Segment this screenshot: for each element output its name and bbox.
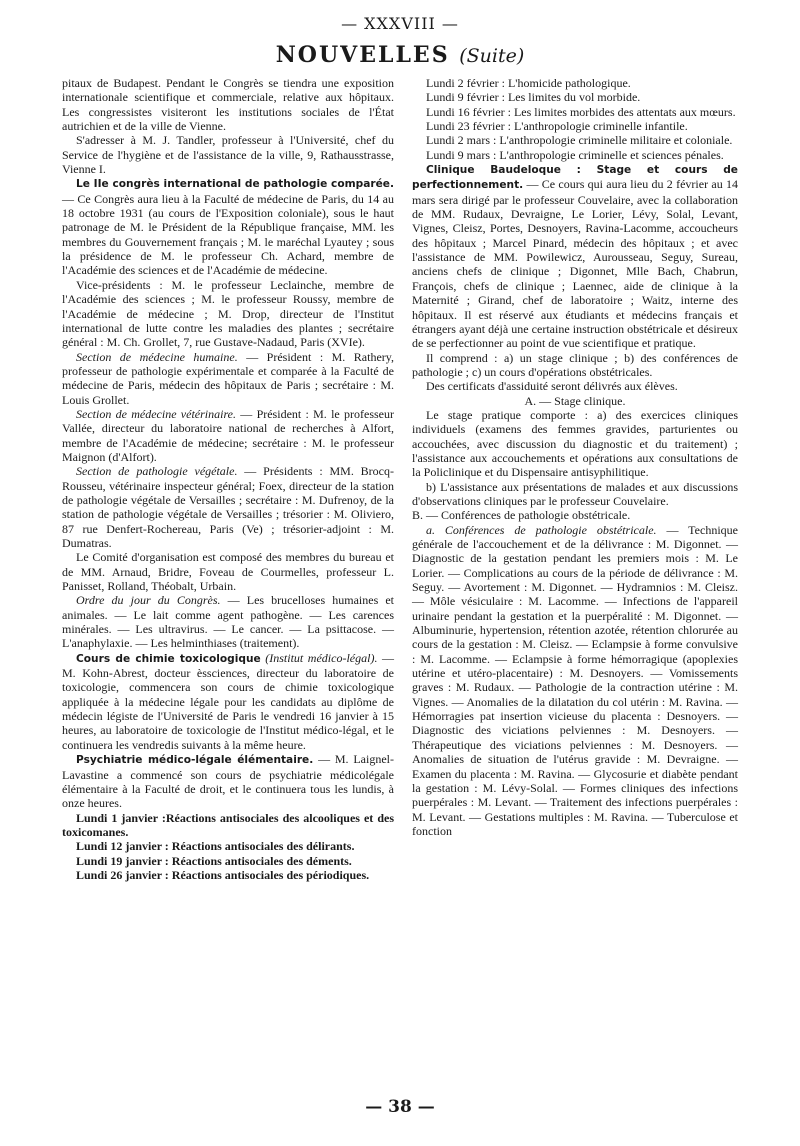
lecture-item: Lundi 9 mars : L'anthropologie criminelle et sciences pénales. — [426, 147, 724, 162]
section-heading: Section de médecine vétérinaire. — [76, 406, 236, 421]
paragraph — [62, 593, 394, 650]
paragraph — [62, 176, 394, 277]
subsection-heading: A. — Stage clinique. — [524, 393, 626, 408]
notice-body: — Ce Congrès aura lieu à la Faculté de médecine de Paris, du 14 au 18 octobre 1931 (au cours de l'Exposition coloniale), sous le haut patronage de M. le Président de la République française, MM. les membres du Gouvernement français ; M. le maréchal Lyautey ; sous la présidence de M. le professeur Ch. Achard, membre de l'Académie des sciences et de l'Académie de médecine. — [62, 191, 394, 278]
section-heading: Section de médecine humaine. — [76, 349, 238, 364]
lecture-item: Lundi 19 janvier : Réactions antisociales des déments. — [76, 853, 352, 868]
lecture-item: Lundi 2 février : L'homicide pathologique. — [426, 76, 631, 90]
lecture-item: Lundi 12 janvier : Réactions antisociales des délirants. — [76, 839, 355, 854]
paragraph — [62, 651, 394, 752]
paragraph: S'adresser à M. J. Tandler, professeur à l'Université, chef du Service de l'hygiène et de l'assistance de la ville, 9, Rathausstrasse, Vienne I. — [62, 133, 394, 177]
notice-body: — M. Kohn-Abrest, docteur èssciences, directeur du laboratoire de toxicologie, commencera son cours de chimie toxicologique appliquée à la médecine légale pour les candidats au diplôme de médecin légiste de l'Université de Paris le vendredi 16 janvier à 15 heures, au laboratoire de toxicologie de l'Institut médico-légal, et le continuera les vendredis suivants à la même heure. — [62, 650, 394, 752]
paragraph: Il comprend : a) un stage clinique ; b) des conférences de pathologie ; c) un cours d'opérations obstétricales. — [412, 350, 738, 379]
section-title-text: NOUVELLES — [275, 42, 450, 68]
notice-heading: Cours de chimie toxicologique — [76, 652, 261, 665]
subsection-heading: B. — Conférences de pathologie obstétricale. — [412, 508, 631, 523]
lecture-item: Lundi 23 février : L'anthropologie criminelle infantile. — [426, 119, 688, 134]
lecture-item: Lundi 1 janvier :Réactions antisociales des alcooliques et des toxicomanes. — [62, 810, 394, 839]
paragraph — [62, 350, 394, 407]
notice-heading: Le IIe congrès international de pathologie comparée. — [76, 178, 394, 191]
paragraph: Le Comité d'organisation est composé des membres du bureau et de MM. Arnaud, Bridre, Foveau de Courmelles, professeur L. Panisset, Rolland, Théobalt, Urbain. — [62, 550, 394, 594]
notice-heading: Psychiatrie médico-légale élémentaire. — [76, 754, 314, 767]
section-body: — Président : M. Rathery, professeur de pathologie expérimentale et comparée à la Faculté de médecine de Paris, médecin des hôpitaux de Paris ; secrétaire : M. Louis Grollet. — [62, 349, 394, 407]
institution-name: (Institut médico-légal). — [265, 650, 378, 665]
section-body: — Président : M. le professeur Vallée, directeur du laboratoire national de recherches à Alfort, membre de l'Académie de médecine; secrétaire : M. le professeur Maignon (d'Alfort). — [62, 406, 394, 464]
section-title — [0, 42, 800, 68]
right-column — [412, 76, 738, 838]
paragraph: pitaux de Budapest. Pendant le Congrès se tiendra une exposition internationale scientifique et commerciale, relative aux hôpitaux. Les congressistes visiteront les institutions sociales de l'État autrichien et de la ville de Vienne. — [62, 76, 394, 134]
left-column — [62, 76, 394, 882]
section-body: — Les brucelloses humaines et animales. — Le lait comme agent pathogène. — Les carences minérales. — Les ultravirus. — Le cancer. — La psittacose. — L'anaphylaxie. — Les helminthiases (traitement). — [62, 593, 394, 651]
paragraph — [62, 407, 394, 464]
section-heading: Section de pathologie végétale. — [76, 464, 238, 479]
paragraph — [62, 464, 394, 550]
paragraph: Le stage pratique comporte : a) des exercices cliniques individuels (examens des femmes gravides, parturientes ou accouchées, avec discussion du diagnostic et du traitement) ; l'assistance aux accouchements et opérations aux consultations de la Policlinique et du Dispensaire antisyphilitique. — [412, 407, 738, 480]
paragraph: Vice-présidents : M. le professeur Leclainche, membre de l'Académie des sciences ; M. le professeur Roussy, membre de l'Académie de médecine ; M. Drop, directeur de l'Institut international de lutte contre les maladies des plantes ; secrétaire général : M. Ch. Grollet, 7, rue Gustave-Nadaud, Paris (XVIe). — [62, 277, 394, 350]
notice-heading: Clinique Baudeloque : Stage et cours de perfectionnement. — [412, 164, 738, 192]
section-heading: a. Conférences de pathologie obstétricale. — [426, 522, 657, 537]
page-number: — 38 — — [365, 1097, 435, 1117]
lecture-item: Lundi 2 mars : L'anthropologie criminelle militaire et coloniale. — [426, 133, 733, 148]
section-body: — Technique générale de l'accouchement et de la délivrance : M. Digonnet. — Diagnostic de la gestation pendant les premiers mois : M. Le Lorier. — Complications au cours de la période de délivrance : M. Seguy. — Avortement : M. Digonnet. — Hydramnios : M. Cleisz. — Môle vésiculaire : M. Lacomme. — Infections de l'appareil urinaire pendant la gestation et la puerpéralité : M. Digonnet. — Albuminurie, hypertension, rétention azotée, rétention chlorurée au cours de la gestation : M. Cleisz. — Eclampsie à forme convulsive : M. Lacomme. — Eclampsie à forme hémorragique (apoplexies utérine et utéro-placentaire) : M. Desnoyers. — Vomissements graves : M. Rudaux. — Pathologie de la contraction utérine : M. Vignes. — Anomalies de la dilatation du col utérin : M. Ravina. — Hémorragies pat insertion vicieuse du placenta : Desnoyers. — Diagnostic des viciations pelviennes : M. Desnoyers. — Thérapeutique des viciations pelviennes : M. Desnoyers. — Anomalies de situation de l'utérus gravide : M. Devraigne. — Examen du placenta : M. Ravina. — Glycosurie et diabète pendant la gestation : M. Lévy-Solal. — Formes cliniques des infections puerpérales : M. Levant. — Traitement des infections puerpérales : M. Levant. — Gestations multiples : M. Ravina. — Tuberculose et fonction — [412, 522, 738, 838]
roman-page-number: — XXXVIII — — [341, 14, 459, 33]
paragraph: Des certificats d'assiduité seront délivrés aux élèves. — [426, 379, 678, 394]
lecture-item: Lundi 16 février : Les limites morbides des attentats aux mœurs. — [426, 104, 736, 119]
lecture-item: Lundi 26 janvier : Réactions antisociales des périodiques. — [76, 867, 370, 882]
section-heading: Ordre du jour du Congrès. — [76, 593, 221, 608]
section-title-suffix: (Suite) — [459, 45, 525, 67]
section-body: — Présidents : MM. Brocq-Rousseu, vétérinaire inspecteur général; Foex, directeur de la station de pathologie végétale de Versailles ; secrétaire : M. Dufrenoy, de la station de pathologie végétale de Versailles ; trésorier : M. Oliviero, 87 rue Denfert-Rochereau, Paris (Ve) ; trésorier-adjoint : M. Dumatras. — [62, 464, 394, 550]
lecture-item: Lundi 9 février : Les limites du vol morbide. — [426, 90, 641, 105]
notice-body: — M. Laignel-Lavastine a commencé son cours de psychiatrie médicolégale élémentaire à la Faculté de droit, et le continuera tous les lundis, à onze heures. — [62, 752, 394, 811]
notice-body: — Ce cours qui aura lieu du 2 février au 14 mars sera dirigé par le professeur Couvelaire, avec la collaboration de MM. Rudaux, Devraigne, Le Lorier, Lévy, Solal, Levant, Vignes, Cleisz, Portes, Desnoyers, Ravina-Lacomme, accoucheurs des hôpitaux ; Marcel Pinard, médecin des hôpitaux ; et avec l'assistance de MM. Powilewicz, Aurousseau, Seguy, Sureau, anciens chefs de clinique ; Digonnet, Mlle Bach, Chabrun, François, chefs de clinique ; Laennec, aide de clinique à la Maternité ; Girand, chef de laboratoire ; Waitz, interne des hôpitaux. Il est réservé aux étudiants et médecins français et étrangers ayant déjà une certaine instruction obstétricale et désireux de se perfectionner au point de vue scientifique et pratique. — [412, 177, 738, 351]
paragraph — [412, 162, 738, 350]
paragraph — [62, 752, 394, 810]
paragraph — [412, 523, 738, 839]
paragraph: b) L'assistance aux présentations de malades et aux discussions d'observations cliniques par le professeur Couvelaire. — [412, 479, 738, 508]
